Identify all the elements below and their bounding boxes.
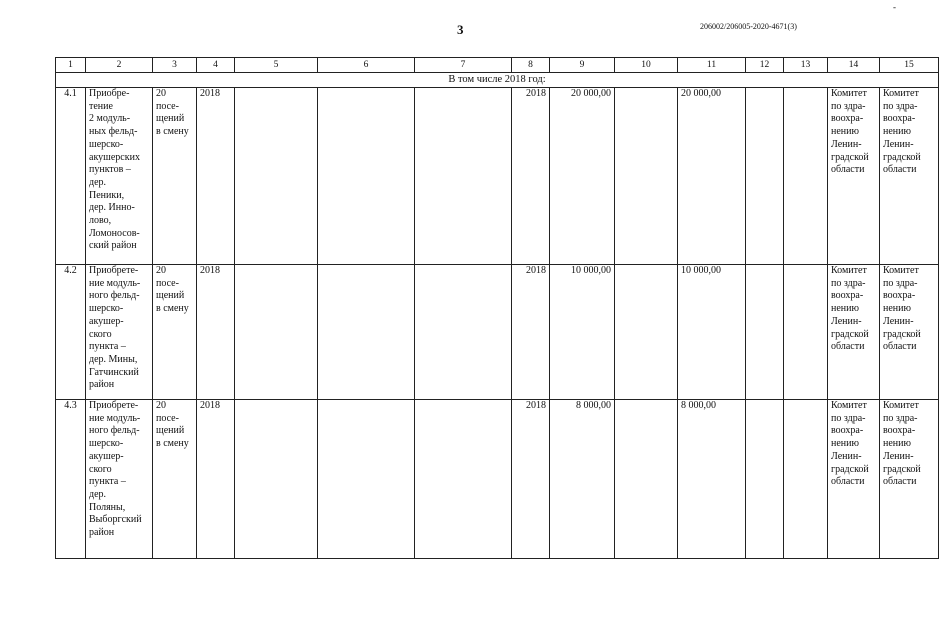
responsible-org-line: области xyxy=(831,341,865,353)
column-header-3: 3 xyxy=(153,58,197,73)
section-row xyxy=(56,73,939,88)
object-name-line: дер. Инно- xyxy=(89,202,135,214)
responsible-org-line: Ленин- xyxy=(831,315,862,327)
row-number: 4.3 xyxy=(56,400,86,559)
recipient-org-line: Ленин- xyxy=(883,138,914,150)
cell-col5 xyxy=(235,400,318,559)
recipient-org-line: по здра- xyxy=(883,277,918,289)
recipient-org-line: воохра- xyxy=(883,425,916,437)
responsible-org-line: градской xyxy=(831,328,869,340)
object-name-line: ние модуль- xyxy=(89,412,141,424)
recipient-org xyxy=(880,265,939,400)
cell-col13 xyxy=(784,88,828,265)
capacity-line: в смену xyxy=(156,438,189,450)
year: 2018 xyxy=(197,265,235,400)
object-name-line: Гатчинский xyxy=(89,366,139,378)
recipient-org-line: Комитет xyxy=(883,400,919,411)
column-header-6: 6 xyxy=(318,58,415,73)
recipient-org-line: Ленин- xyxy=(883,315,914,327)
cell-col5 xyxy=(235,265,318,400)
cell-col12 xyxy=(746,265,784,400)
budget-amount: 10 000,00 xyxy=(678,265,746,400)
cell-col10 xyxy=(615,400,678,559)
object-name-line: 2 модуль- xyxy=(89,113,131,125)
object-name-line: шерско- xyxy=(89,303,124,315)
table-row xyxy=(56,400,939,559)
year: 2018 xyxy=(197,88,235,265)
responsible-org-line: по здра- xyxy=(831,100,866,112)
responsible-org xyxy=(828,400,880,559)
recipient-org-line: Комитет xyxy=(883,265,919,276)
column-header-8: 8 xyxy=(512,58,550,73)
object-name-line: Приобре- xyxy=(89,88,130,99)
year: 2018 xyxy=(197,400,235,559)
column-header-9: 9 xyxy=(550,58,615,73)
object-name-line: дер. xyxy=(89,176,107,188)
object-name xyxy=(86,88,153,265)
recipient-org-line: Ленин- xyxy=(883,450,914,462)
column-header-12: 12 xyxy=(746,58,784,73)
capacity xyxy=(153,88,197,265)
recipient-org-line: воохра- xyxy=(883,113,916,125)
responsible-org-line: по здра- xyxy=(831,412,866,424)
budget-amount: 20 000,00 xyxy=(678,88,746,265)
column-header-7: 7 xyxy=(415,58,512,73)
recipient-org-line: градской xyxy=(883,151,921,163)
funding-year: 2018 xyxy=(512,88,550,265)
recipient-org xyxy=(880,400,939,559)
cell-col5 xyxy=(235,88,318,265)
recipient-org-line: по здра- xyxy=(883,100,918,112)
responsible-org-line: Комитет xyxy=(831,88,867,99)
column-header-15: 15 xyxy=(880,58,939,73)
capacity-line: в смену xyxy=(156,126,189,138)
capacity-line: в смену xyxy=(156,303,189,315)
total-amount: 10 000,00 xyxy=(550,265,615,400)
object-name-line: акушер- xyxy=(89,315,124,327)
row-number: 4.2 xyxy=(56,265,86,400)
object-name-line: Поляны, xyxy=(89,501,126,513)
column-header-2: 2 xyxy=(86,58,153,73)
cell-col10 xyxy=(615,88,678,265)
object-name-line: ных фельд- xyxy=(89,126,138,138)
object-name-line: ного фельд- xyxy=(89,425,140,437)
table-row xyxy=(56,265,939,400)
column-header-14: 14 xyxy=(828,58,880,73)
object-name-line: тение xyxy=(89,100,113,112)
page-number: 3 xyxy=(457,22,464,37)
responsible-org-line: Ленин- xyxy=(831,450,862,462)
object-name-line: ние модуль- xyxy=(89,277,141,289)
recipient-org xyxy=(880,88,939,265)
responsible-org-line: воохра- xyxy=(831,113,864,125)
corner-mark: - xyxy=(893,2,896,12)
responsible-org-line: нению xyxy=(831,303,859,315)
object-name-line: пункта – xyxy=(89,476,126,488)
object-name-line: ский район xyxy=(89,240,137,252)
capacity xyxy=(153,400,197,559)
recipient-org-line: области xyxy=(883,341,917,353)
object-name-line: Выборгский xyxy=(89,514,142,526)
recipient-org-line: градской xyxy=(883,328,921,340)
object-name-line: дер. xyxy=(89,488,107,500)
column-header-4: 4 xyxy=(197,58,235,73)
recipient-org-line: нению xyxy=(883,126,911,138)
recipient-org-line: области xyxy=(883,476,917,488)
capacity-line: посе- xyxy=(156,277,179,289)
column-header-10: 10 xyxy=(615,58,678,73)
object-name-line: ского xyxy=(89,463,112,475)
document-id: 206002/206005-2020-4671(3) xyxy=(700,22,797,31)
capacity-line: посе- xyxy=(156,412,179,424)
responsible-org-line: по здра- xyxy=(831,277,866,289)
object-name-line: лово, xyxy=(89,215,112,227)
total-amount: 8 000,00 xyxy=(550,400,615,559)
object-name-line: акушерских xyxy=(89,151,140,163)
object-name-line: Приобрете- xyxy=(89,265,139,276)
funding-year: 2018 xyxy=(512,400,550,559)
capacity-line: посе- xyxy=(156,100,179,112)
column-header-1: 1 xyxy=(56,58,86,73)
object-name-line: Пеники, xyxy=(89,189,125,201)
row-number: 4.1 xyxy=(56,88,86,265)
recipient-org-line: по здра- xyxy=(883,412,918,424)
object-name-line: Ломоносов- xyxy=(89,227,140,239)
object-name-line: дер. Мины, xyxy=(89,353,138,365)
responsible-org xyxy=(828,88,880,265)
column-number-row xyxy=(56,58,939,73)
object-name-line: акушер- xyxy=(89,450,124,462)
cell-col6 xyxy=(318,265,415,400)
capacity-line: 20 xyxy=(156,400,166,411)
cell-col7 xyxy=(415,88,512,265)
responsible-org xyxy=(828,265,880,400)
recipient-org-line: Комитет xyxy=(883,88,919,99)
cell-col13 xyxy=(784,265,828,400)
cell-col6 xyxy=(318,400,415,559)
recipient-org-line: воохра- xyxy=(883,290,916,302)
capacity-line: щений xyxy=(156,425,185,437)
section-label: В том числе 2018 год: xyxy=(56,73,939,88)
responsible-org-line: градской xyxy=(831,151,869,163)
object-name-line: Приобрете- xyxy=(89,400,139,411)
responsible-org-line: градской xyxy=(831,463,869,475)
object-name-line: район xyxy=(89,379,115,391)
recipient-org-line: области xyxy=(883,164,917,176)
cell-col12 xyxy=(746,88,784,265)
object-name-line: ского xyxy=(89,328,112,340)
capacity-line: щений xyxy=(156,290,185,302)
object-name-line: шерско- xyxy=(89,438,124,450)
recipient-org-line: нению xyxy=(883,303,911,315)
funding-year: 2018 xyxy=(512,265,550,400)
recipient-org-line: нению xyxy=(883,438,911,450)
total-amount: 20 000,00 xyxy=(550,88,615,265)
object-name-line: район xyxy=(89,527,115,539)
program-table xyxy=(55,57,939,559)
cell-col7 xyxy=(415,400,512,559)
capacity-line: 20 xyxy=(156,88,166,99)
responsible-org-line: воохра- xyxy=(831,290,864,302)
responsible-org-line: Ленин- xyxy=(831,138,862,150)
cell-col12 xyxy=(746,400,784,559)
responsible-org-line: воохра- xyxy=(831,425,864,437)
object-name xyxy=(86,265,153,400)
cell-col7 xyxy=(415,265,512,400)
object-name-line: пунктов – xyxy=(89,164,131,176)
capacity xyxy=(153,265,197,400)
column-header-5: 5 xyxy=(235,58,318,73)
table-row xyxy=(56,88,939,265)
capacity-line: щений xyxy=(156,113,185,125)
object-name-line: шерско- xyxy=(89,138,124,150)
responsible-org-line: области xyxy=(831,476,865,488)
budget-amount: 8 000,00 xyxy=(678,400,746,559)
cell-col10 xyxy=(615,265,678,400)
recipient-org-line: градской xyxy=(883,463,921,475)
responsible-org-line: Комитет xyxy=(831,400,867,411)
responsible-org-line: нению xyxy=(831,126,859,138)
object-name-line: пункта – xyxy=(89,341,126,353)
cell-col13 xyxy=(784,400,828,559)
responsible-org-line: нению xyxy=(831,438,859,450)
capacity-line: 20 xyxy=(156,265,166,276)
cell-col6 xyxy=(318,88,415,265)
object-name xyxy=(86,400,153,559)
responsible-org-line: области xyxy=(831,164,865,176)
column-header-11: 11 xyxy=(678,58,746,73)
object-name-line: ного фельд- xyxy=(89,290,140,302)
column-header-13: 13 xyxy=(784,58,828,73)
responsible-org-line: Комитет xyxy=(831,265,867,276)
